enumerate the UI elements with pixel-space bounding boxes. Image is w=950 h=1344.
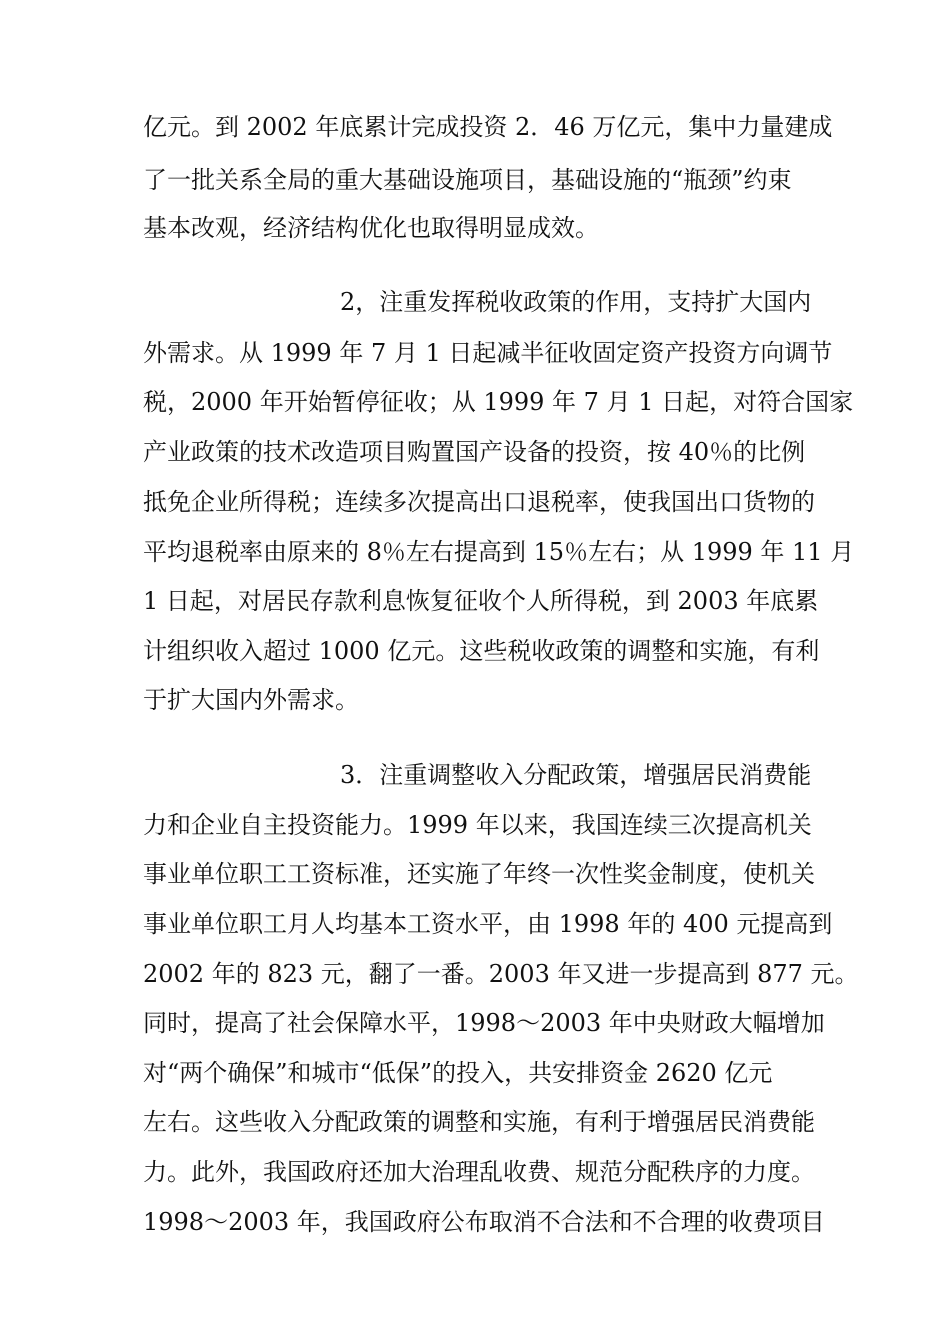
paragraph-3-line-2: 力和企业自主投资能力。1999 年以来，我国连续三次提高机关 [143, 811, 812, 839]
paragraph-2-line-8: 计组织收入超过 1000 亿元。这些税收政策的调整和实施，有利 [143, 637, 820, 665]
paragraph-3-line-6: 同时，提高了社会保障水平，1998～2003 年中央财政大幅增加 [143, 1009, 825, 1037]
paragraph-2-line-2: 外需求。从 1999 年 7 月 1 日起减半征收固定资产投资方向调节 [143, 339, 833, 367]
paragraph-3-line-10: 1998～2003 年，我国政府公布取消不合法和不合理的收费项目 [143, 1208, 825, 1236]
paragraph-1-line-1: 亿元。到 2002 年底累计完成投资 2．46 万亿元，集中力量建成 [143, 113, 833, 141]
paragraph-2-line-7: 1 日起，对居民存款利息恢复征收个人所得税，到 2003 年底累 [143, 587, 819, 615]
paragraph-3-line-3: 事业单位职工工资标准，还实施了年终一次性奖金制度，使机关 [143, 860, 815, 888]
paragraph-2-line-9: 于扩大国内外需求。 [143, 686, 359, 714]
paragraph-1-line-3: 基本改观，经济结构优化也取得明显成效。 [143, 214, 599, 242]
paragraph-3-line-4: 事业单位职工月人均基本工资水平，由 1998 年的 400 元提高到 [143, 910, 833, 938]
paragraph-2-line-5: 抵免企业所得税；连续多次提高出口退税率，使我国出口货物的 [143, 488, 815, 516]
paragraph-3-line-8: 左右。这些收入分配政策的调整和实施，有利于增强居民消费能 [143, 1108, 815, 1136]
paragraph-2-line-6: 平均退税率由原来的 8％左右提高到 15％左右；从 1999 年 11 月 [143, 538, 855, 566]
paragraph-2-line-3: 税，2000 年开始暂停征收；从 1999 年 7 月 1 日起，对符合国家 [143, 388, 854, 416]
paragraph-3-line-5: 2002 年的 823 元，翻了一番。2003 年又进一步提高到 877 元。 [143, 960, 859, 988]
paragraph-3-line-9: 力。此外，我国政府还加大治理乱收费、规范分配秩序的力度。 [143, 1158, 815, 1186]
paragraph-2-line-1: 2，注重发挥税收政策的作用，支持扩大国内 [340, 288, 812, 316]
paragraph-3-line-1: 3．注重调整收入分配政策，增强居民消费能 [340, 761, 812, 789]
paragraph-3-line-7: 对“两个确保”和城市“低保”的投入，共安排资金 2620 亿元 [143, 1059, 773, 1087]
paragraph-1-line-2: 了一批关系全局的重大基础设施项目，基础设施的“瓶颈”约束 [143, 166, 792, 194]
paragraph-2-line-4: 产业政策的技术改造项目购置国产设备的投资，按 40％的比例 [143, 438, 806, 466]
